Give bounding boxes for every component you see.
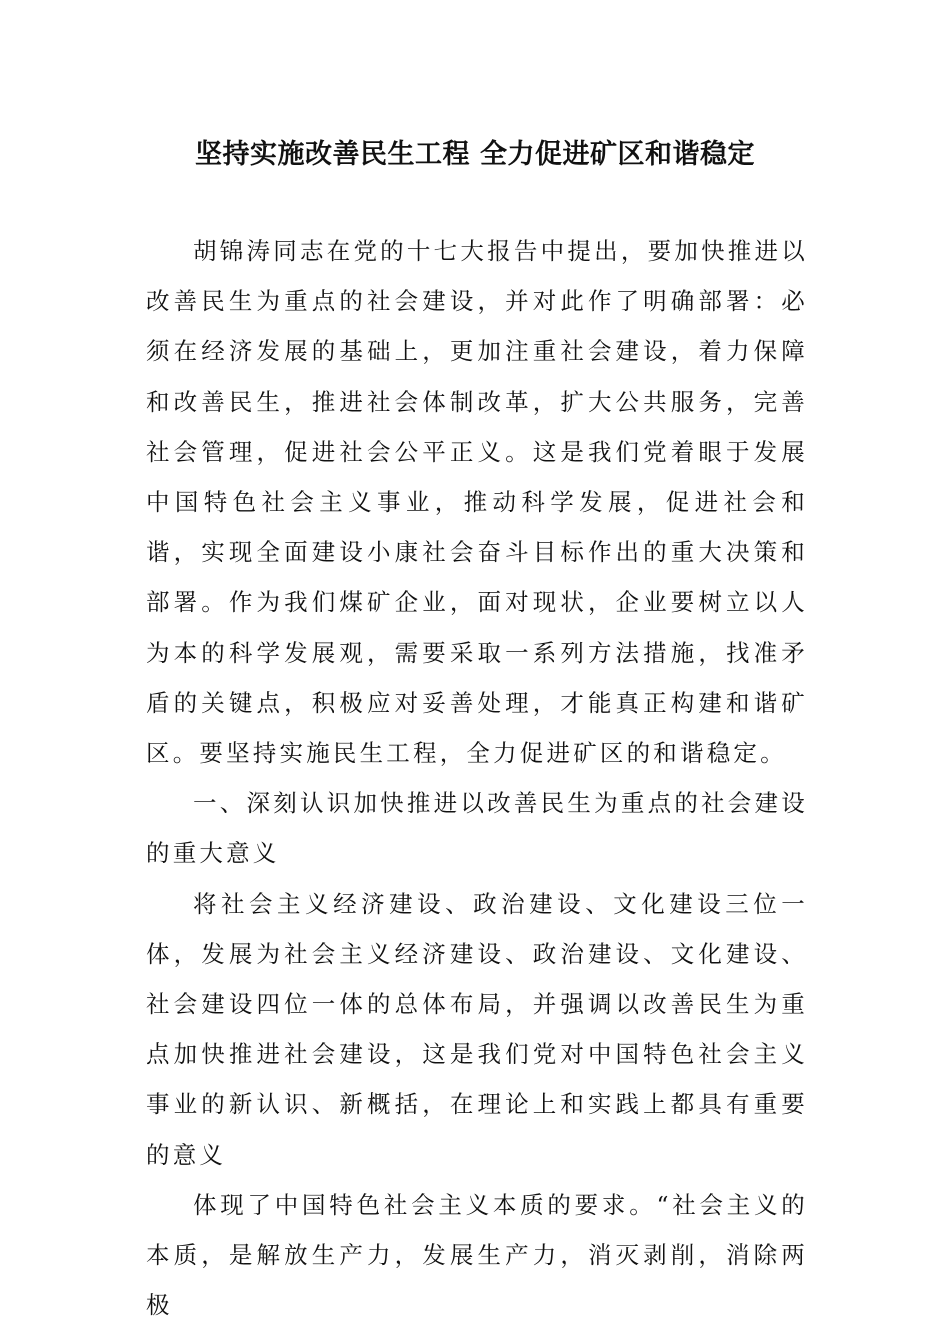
document-body [146,226,808,1330]
paragraph-intro: 胡锦涛同志在党的十七大报告中提出，要加快推进以改善民生为重点的社会建设，并对此作了明确部署：必须在经济发展的基础上，更加注重社会建设，着力保障和改善民生，推进社会体制改革，扩大公共服务，完善社会管理，促进社会公平正义。这是我们党着眼于发展中国特色社会主义事业，推动科学发展，促进社会和谐，实现全面建设小康社会奋斗目标作出的重大决策和部署。作为我们煤矿企业，面对现状，企业要树立以人为本的科学发展观，需要采取一系列方法措施，找准矛盾的关键点，积极应对妥善处理，才能真正构建和谐矿区。要坚持实施民生工程，全力促进矿区的和谐稳定。 [146,237,808,768]
document-title: 坚持实施改善民生工程 全力促进矿区和谐稳定 [195,139,755,170]
paragraph-section-1: 将社会主义经济建设、政治建设、文化建设三位一体，发展为社会主义经济建设、政治建设、文化建设、社会建设四位一体的总体布局，并强调以改善民生为重点加快推进社会建设，这是我们党对中国特色社会主义事业的新认识、新概括，在理论上和实践上都具有重要的意义 [146,889,808,1169]
section-heading-1: 一、深刻认识加快推进以改善民生为重点的社会建设的重大意义 [146,789,808,868]
paragraph-section-1-continued: 体现了中国特色社会主义本质的要求。“社会主义的本质，是解放生产力，发展生产力，消灭剥削，消除两极 [146,1190,808,1320]
